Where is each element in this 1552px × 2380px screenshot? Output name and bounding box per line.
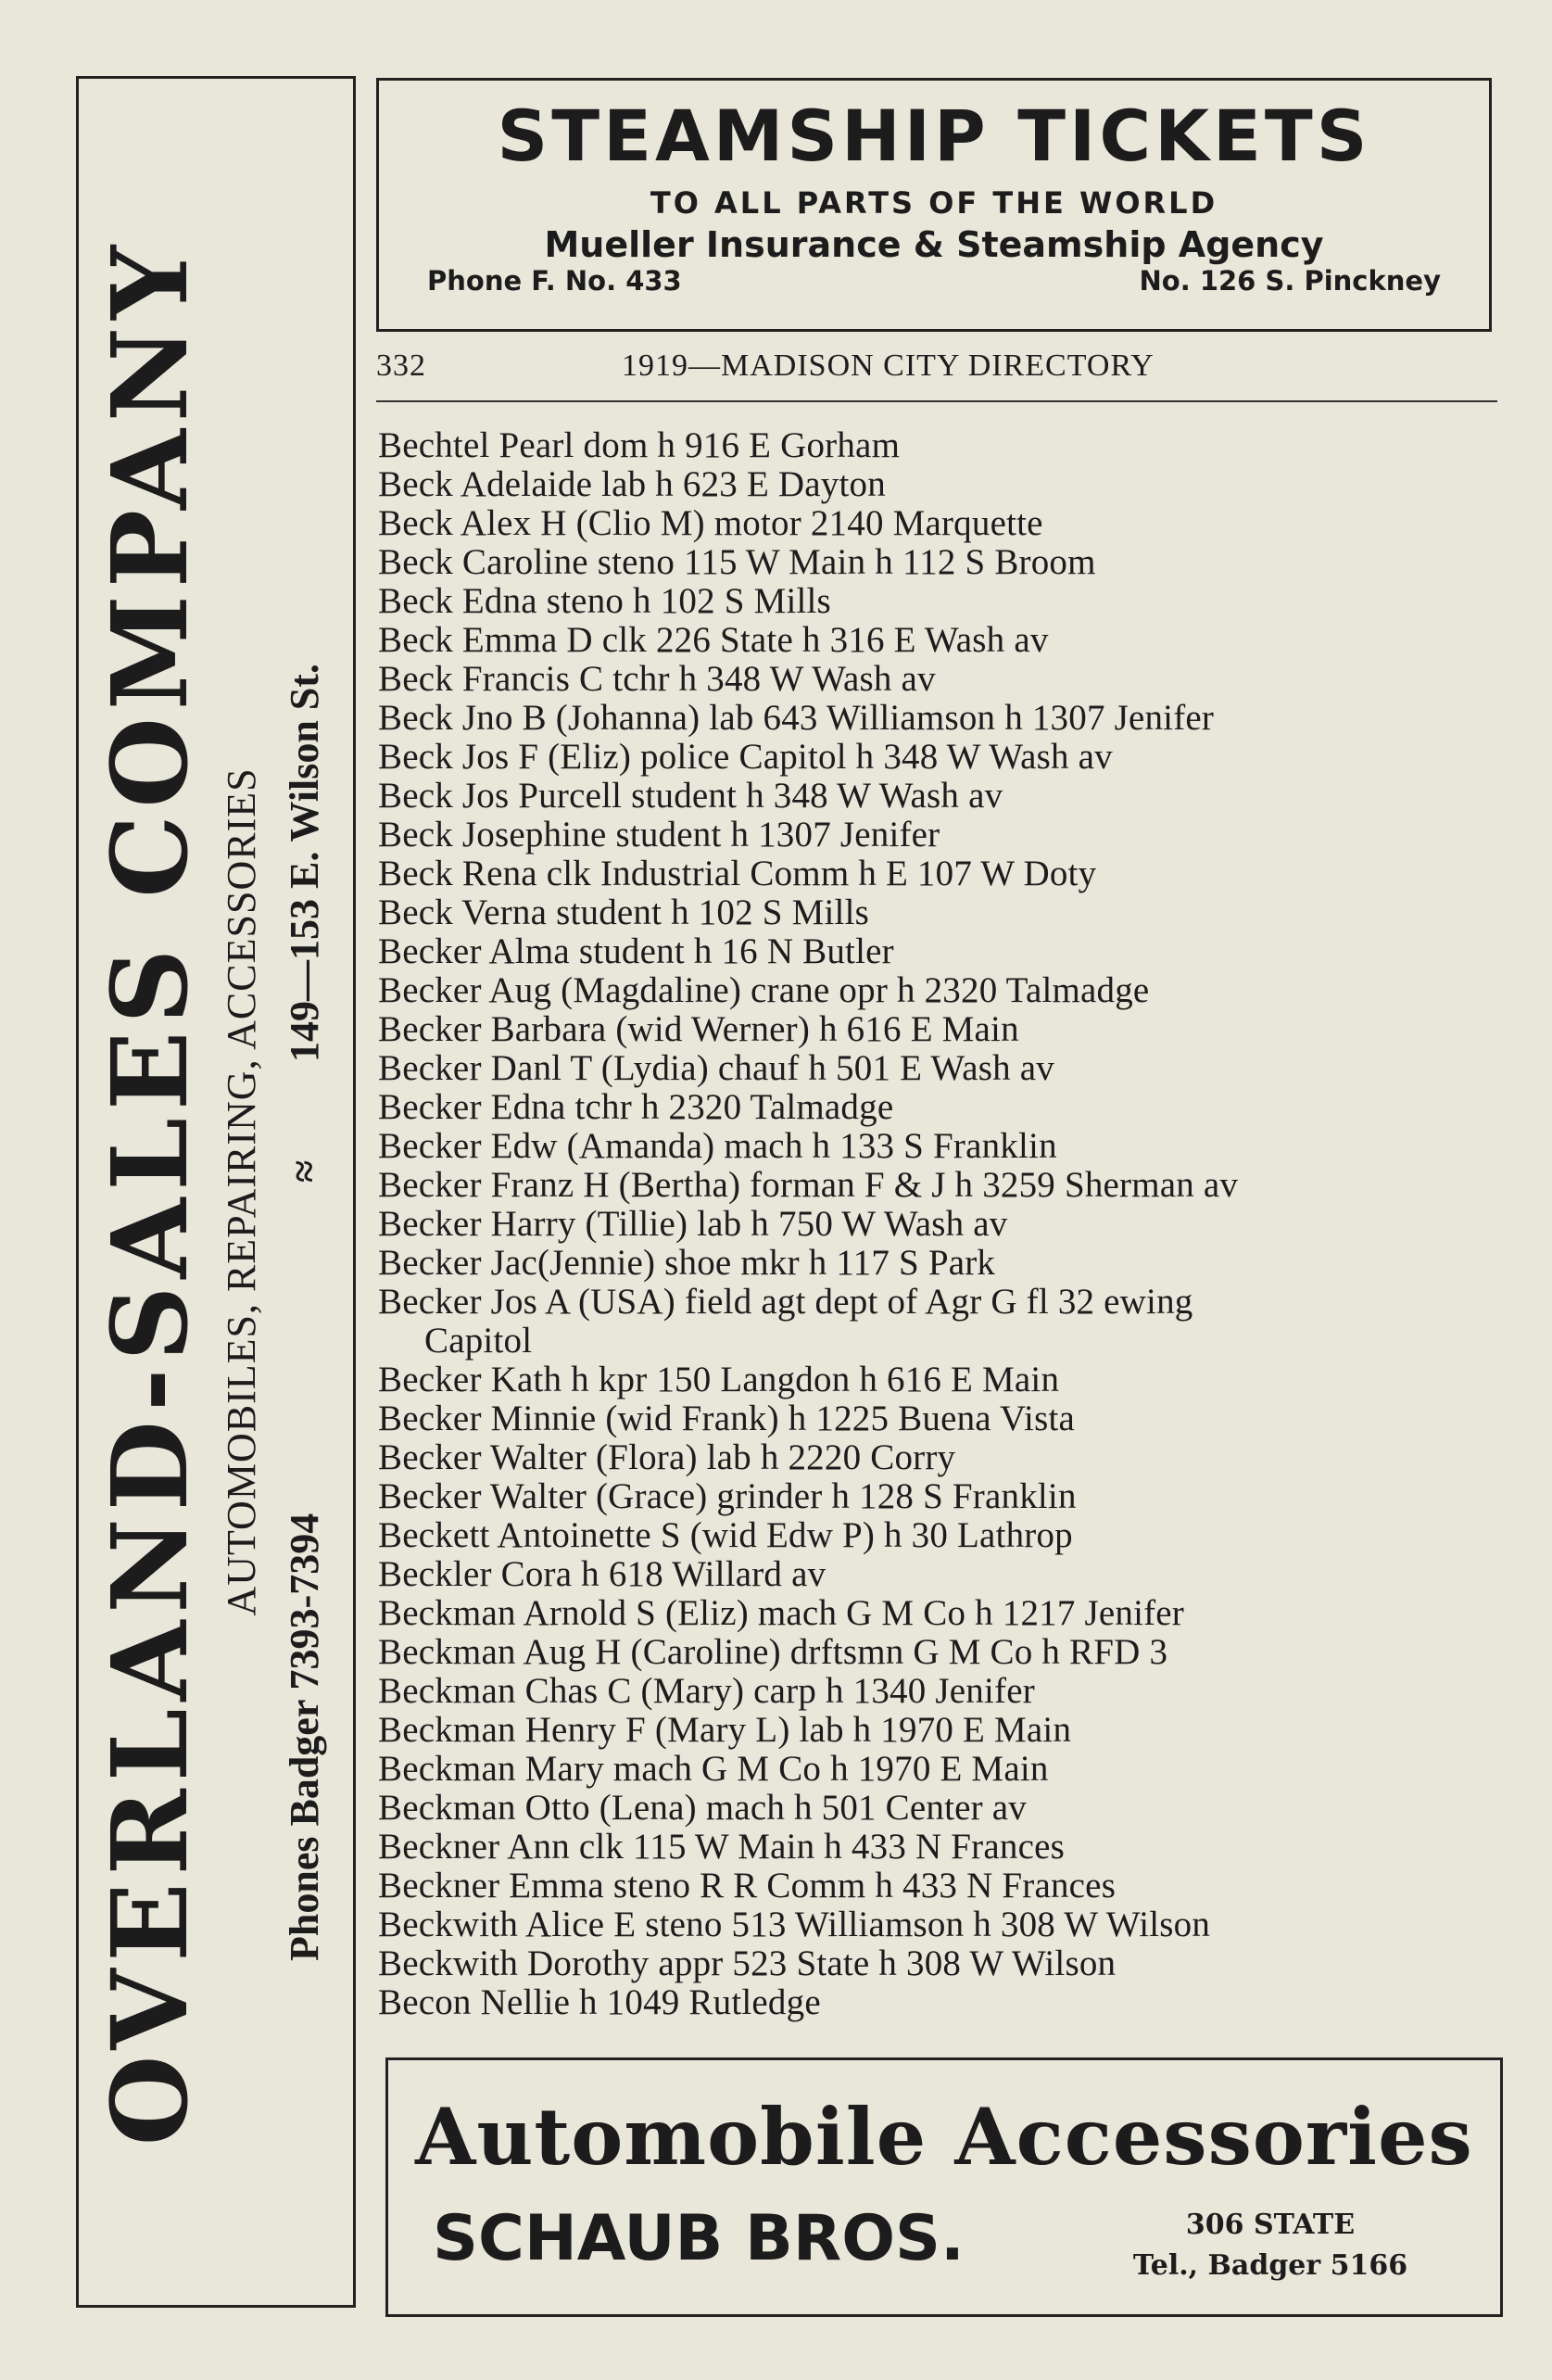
directory-entry: Beck Rena clk Industrial Comm h E 107 W Doty bbox=[378, 854, 1097, 893]
directory-entry: Beck Alex H (Clio M) motor 2140 Marquette bbox=[378, 503, 1043, 543]
schaub-bros-ad bbox=[385, 2057, 1503, 2317]
steamship-headline: STEAMSHIP TICKETS bbox=[497, 95, 1371, 177]
directory-entry: Beck Jos F (Eliz) police Capitol h 348 W Wash av bbox=[378, 737, 1113, 777]
directory-entry: Becker Franz H (Bertha) forman F & J h 3259 Sherman av bbox=[378, 1165, 1239, 1205]
directory-entry: Becker Walter (Grace) grinder h 128 S Franklin bbox=[378, 1476, 1077, 1516]
schaub-headline: Automobile Accessories bbox=[415, 2091, 1473, 2183]
directory-entry: Beckman Henry F (Mary L) lab h 1970 E Main bbox=[378, 1710, 1072, 1750]
directory-entry: Beckwith Alice E steno 513 Williamson h 308 W Wilson bbox=[378, 1905, 1211, 1944]
steamship-phone: Phone F. No. 433 bbox=[427, 265, 682, 297]
directory-entry: Beckman Arnold S (Eliz) mach G M Co h 1217 Jenifer bbox=[378, 1593, 1184, 1633]
running-head: 1919—MADISON CITY DIRECTORY bbox=[622, 348, 1155, 383]
steamship-contact bbox=[427, 262, 1441, 299]
directory-entry: Becker Edna tchr h 2320 Talmadge bbox=[378, 1087, 894, 1127]
directory-entry: Becker Harry (Tillie) lab h 750 W Wash av bbox=[378, 1204, 1008, 1244]
directory-entry: Beckman Mary mach G M Co h 1970 E Main bbox=[378, 1749, 1049, 1789]
directory-entry: Beckner Ann clk 115 W Main h 433 N Frances bbox=[378, 1827, 1065, 1867]
directory-entry: Bechtel Pearl dom h 916 E Gorham bbox=[378, 425, 901, 465]
directory-entry: Becker Danl T (Lydia) chauf h 501 E Wash av bbox=[378, 1048, 1055, 1088]
directory-entries bbox=[378, 426, 1499, 2022]
schaub-phone: Tel., Badger 5166 bbox=[1132, 2249, 1408, 2282]
directory-entry: Beck Verna student h 102 S Mills bbox=[378, 892, 869, 932]
steamship-address: No. 126 S. Pinckney bbox=[1139, 265, 1441, 297]
directory-entry: Becker Aug (Magdaline) crane opr h 2320 Talmadge bbox=[378, 970, 1150, 1010]
page-number: 332 bbox=[376, 348, 426, 383]
overland-company-name: OVERLAND-SALES COMPANY bbox=[90, 237, 211, 2146]
directory-entry: Beckwith Dorothy appr 523 State h 308 W Wilson bbox=[378, 1943, 1117, 1983]
steamship-subline: TO ALL PARTS OF THE WORLD bbox=[650, 185, 1218, 221]
directory-entry: Beckman Aug H (Caroline) drftsmn G M Co h RFD 3 bbox=[378, 1632, 1168, 1672]
directory-entry: Beck Adelaide lab h 623 E Dayton bbox=[378, 464, 886, 504]
directory-entry: Beckler Cora h 618 Willard av bbox=[378, 1554, 826, 1594]
overland-services: AUTOMOBILES, REPAIRING, ACCESSORIES bbox=[219, 767, 264, 1616]
directory-entry: Beck Jos Purcell student h 348 W Wash av bbox=[378, 776, 1003, 816]
directory-entry: Beck Josephine student h 1307 Jenifer bbox=[378, 815, 940, 855]
directory-entry: Beckman Chas C (Mary) carp h 1340 Jenifer bbox=[378, 1671, 1035, 1711]
directory-entry: Beckett Antoinette S (wid Edw P) h 30 Lathrop bbox=[378, 1515, 1073, 1555]
overland-sales-ad bbox=[76, 76, 356, 2308]
directory-entry: Becker Jac(Jennie) shoe mkr h 117 S Park bbox=[378, 1243, 996, 1283]
directory-entry: Beck Jno B (Johanna) lab 643 Williamson h 1307 Jenifer bbox=[378, 698, 1215, 738]
directory-entry: Beck Francis C tchr h 348 W Wash av bbox=[378, 659, 936, 699]
schaub-company: SCHAUB BROS. bbox=[433, 2202, 965, 2275]
directory-entry: Becker Walter (Flora) lab h 2220 Corry bbox=[378, 1437, 956, 1477]
overland-phones: Phones Badger 7393-7394 bbox=[282, 1513, 327, 1961]
directory-entry: Beck Edna steno h 102 S Mills bbox=[378, 581, 831, 621]
page-header bbox=[376, 343, 1497, 389]
overland-sales-ad-rotated bbox=[77, 89, 355, 2295]
directory-entry: Becker Minnie (wid Frank) h 1225 Buena Vista bbox=[378, 1399, 1076, 1438]
header-rule bbox=[376, 400, 1497, 402]
directory-entry-continuation: Capitol bbox=[424, 1321, 533, 1361]
steamship-agency: Mueller Insurance & Steamship Agency bbox=[544, 224, 1324, 265]
directory-entry: Becker Kath h kpr 150 Langdon h 616 E Main bbox=[378, 1360, 1060, 1399]
directory-entry: Becker Barbara (wid Werner) h 616 E Main bbox=[378, 1009, 1019, 1049]
directory-entry: Becker Alma student h 16 N Butler bbox=[378, 931, 894, 971]
directory-entry: Beck Caroline steno 115 W Main h 112 S Broom bbox=[378, 542, 1096, 582]
steamship-ad bbox=[376, 78, 1492, 332]
schaub-address: 306 STATE bbox=[1185, 2209, 1356, 2241]
overland-address: 149—153 E. Wilson St. bbox=[282, 664, 327, 1062]
overland-contact-line bbox=[275, 89, 334, 2295]
directory-entry: Becker Edw (Amanda) mach h 133 S Franklin bbox=[378, 1126, 1057, 1166]
directory-entry: Beckman Otto (Lena) mach h 501 Center av bbox=[378, 1788, 1028, 1828]
directory-entry: Beckner Emma steno R R Comm h 433 N Frances bbox=[378, 1866, 1117, 1905]
directory-entry: Becker Jos A (USA) field agt dept of Agr G fl 32 ewing bbox=[378, 1282, 1193, 1322]
overland-separator: ≈ bbox=[282, 1159, 327, 1183]
directory-entry: Becon Nellie h 1049 Rutledge bbox=[378, 1982, 821, 2022]
directory-entry: Beck Emma D clk 226 State h 316 E Wash av bbox=[378, 620, 1049, 660]
